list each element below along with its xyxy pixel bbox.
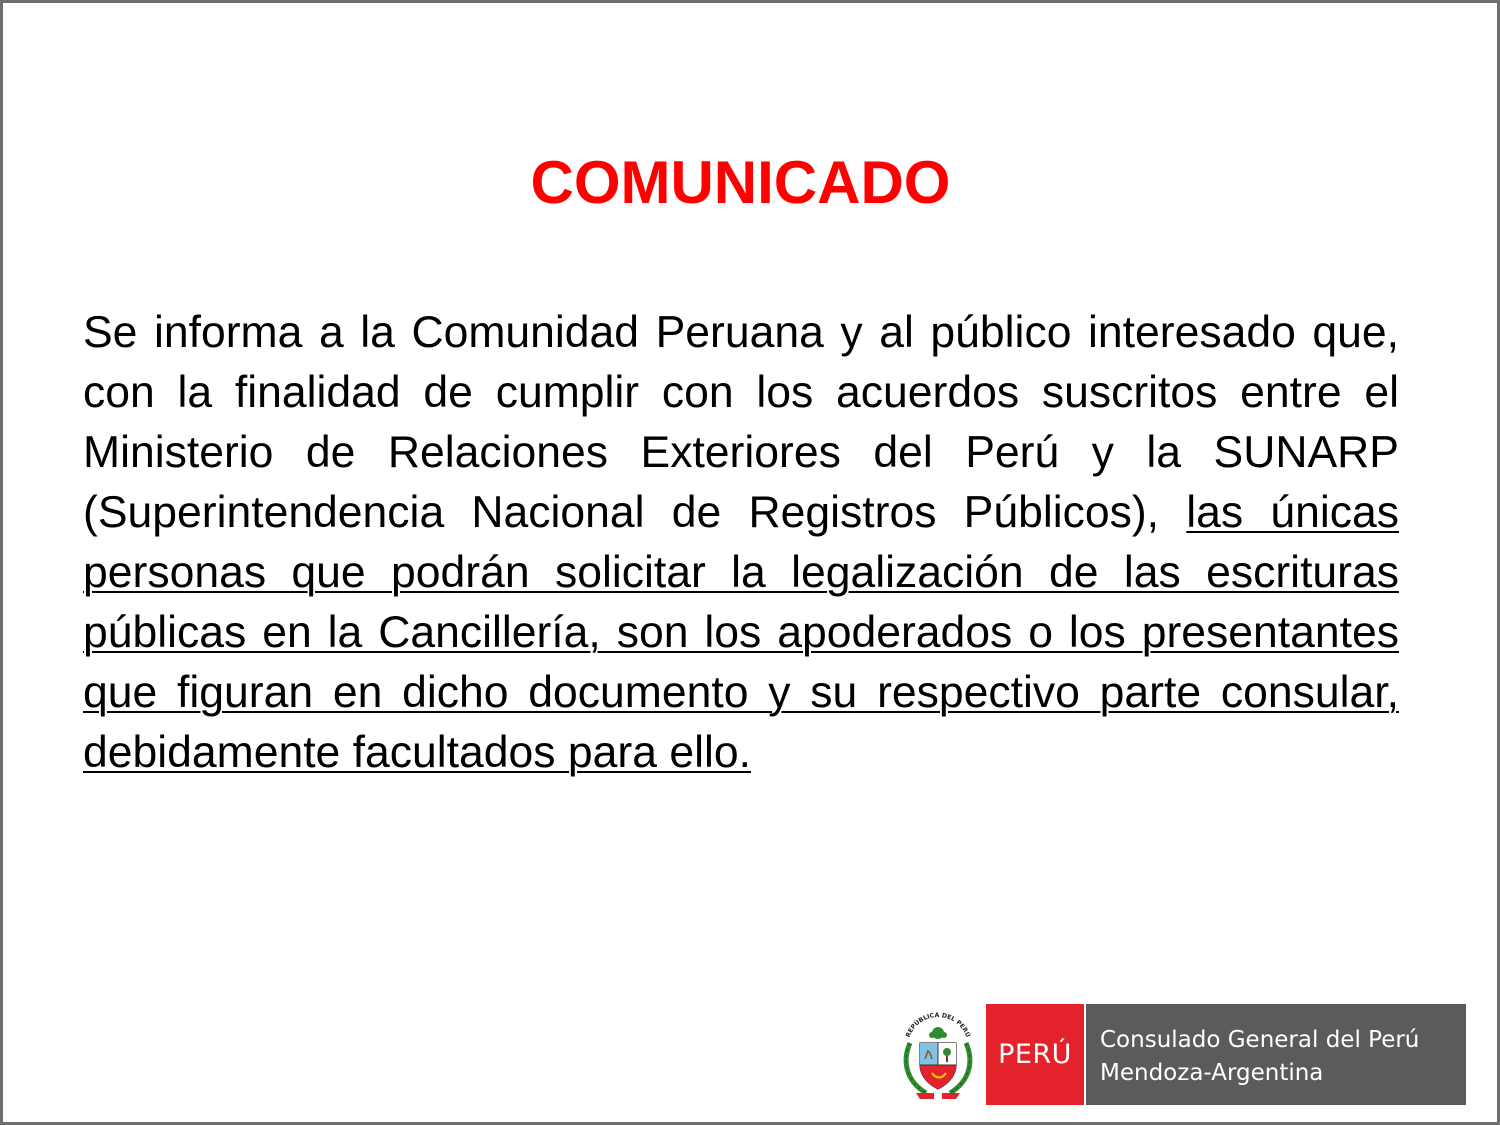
consulate-name-box xyxy=(1086,1004,1466,1105)
slide-title: COMUNICADO xyxy=(530,149,951,216)
consulate-name-line1: Consulado General del Perú xyxy=(1100,1027,1420,1053)
consulate-name-line2: Mendoza-Argentina xyxy=(1100,1060,1324,1086)
crest-ring-text: REPÚBLICA DEL PERÚ xyxy=(904,1011,972,1039)
peru-coat-of-arms-icon xyxy=(896,1003,980,1105)
notice-body-underlined: las únicas personas que podrán solicitar la legalización de las escrituras públicas en la Cancillería, son los apoderados o los presentantes que figuran en dicho documento y su respectivo parte consular, debidamente facultados para ello. xyxy=(83,488,1399,777)
notice-body-plain: Se informa a la Comunidad Peruana y al público interesado que, con la finalidad de cumplir con los acuerdos suscritos entre el Ministerio de Relaciones Exteriores del Perú y la SUNARP (Superintendencia Nacional de Registros Públicos), xyxy=(83,308,1399,537)
notice-body xyxy=(83,303,1399,783)
peru-brand-badge xyxy=(986,1004,1084,1105)
peru-label: PERÚ xyxy=(998,1039,1072,1070)
consulate-footer xyxy=(896,1001,1466,1107)
